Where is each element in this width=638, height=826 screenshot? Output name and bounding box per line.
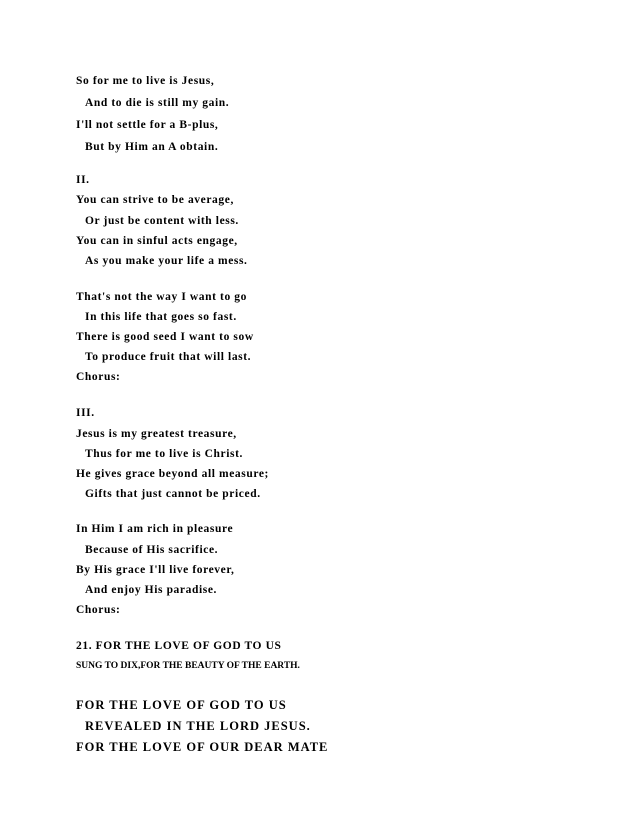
tune-note: SUNG TO DIX,FOR THE BEAUTY OF THE EARTH.: [76, 661, 300, 671]
lyric-line: REVEALED IN THE LORD JESUS.: [85, 719, 311, 733]
lyric-line: He gives grace beyond all measure;: [76, 468, 269, 480]
lyric-line: You can strive to be average,: [76, 194, 234, 206]
lyric-line: To produce fruit that will last.: [85, 351, 252, 363]
lyric-line: But by Him an A obtain.: [85, 141, 219, 153]
lyric-line: So for me to live is Jesus,: [76, 75, 215, 87]
lyric-line: Jesus is my greatest treasure,: [76, 428, 237, 440]
chorus-label: Chorus:: [76, 604, 121, 616]
verse-number: III.: [76, 407, 95, 419]
lyric-line: I'll not settle for a B-plus,: [76, 119, 219, 131]
lyric-line: By His grace I'll live forever,: [76, 564, 235, 576]
lyric-line: And to die is still my gain.: [85, 97, 230, 109]
lyric-line: FOR THE LOVE OF OUR DEAR MATE: [76, 740, 329, 754]
lyric-line: That's not the way I want to go: [76, 291, 247, 303]
lyric-line: Because of His sacrifice.: [85, 544, 219, 556]
hymn-title: 21. FOR THE LOVE OF GOD TO US: [76, 640, 282, 652]
lyric-line: Thus for me to live is Christ.: [85, 448, 244, 460]
lyric-line: There is good seed I want to sow: [76, 331, 254, 343]
lyric-line: Or just be content with less.: [85, 215, 239, 227]
lyric-line: As you make your life a mess.: [85, 255, 248, 267]
lyric-line: Gifts that just cannot be priced.: [85, 488, 261, 500]
lyric-line: You can in sinful acts engage,: [76, 235, 238, 247]
lyric-line: FOR THE LOVE OF GOD TO US: [76, 698, 287, 712]
lyric-line: In this life that goes so fast.: [85, 311, 237, 323]
lyric-line: In Him I am rich in pleasure: [76, 523, 234, 535]
lyric-line: And enjoy His paradise.: [85, 584, 218, 596]
chorus-label: Chorus:: [76, 371, 121, 383]
verse-number: II.: [76, 174, 90, 186]
